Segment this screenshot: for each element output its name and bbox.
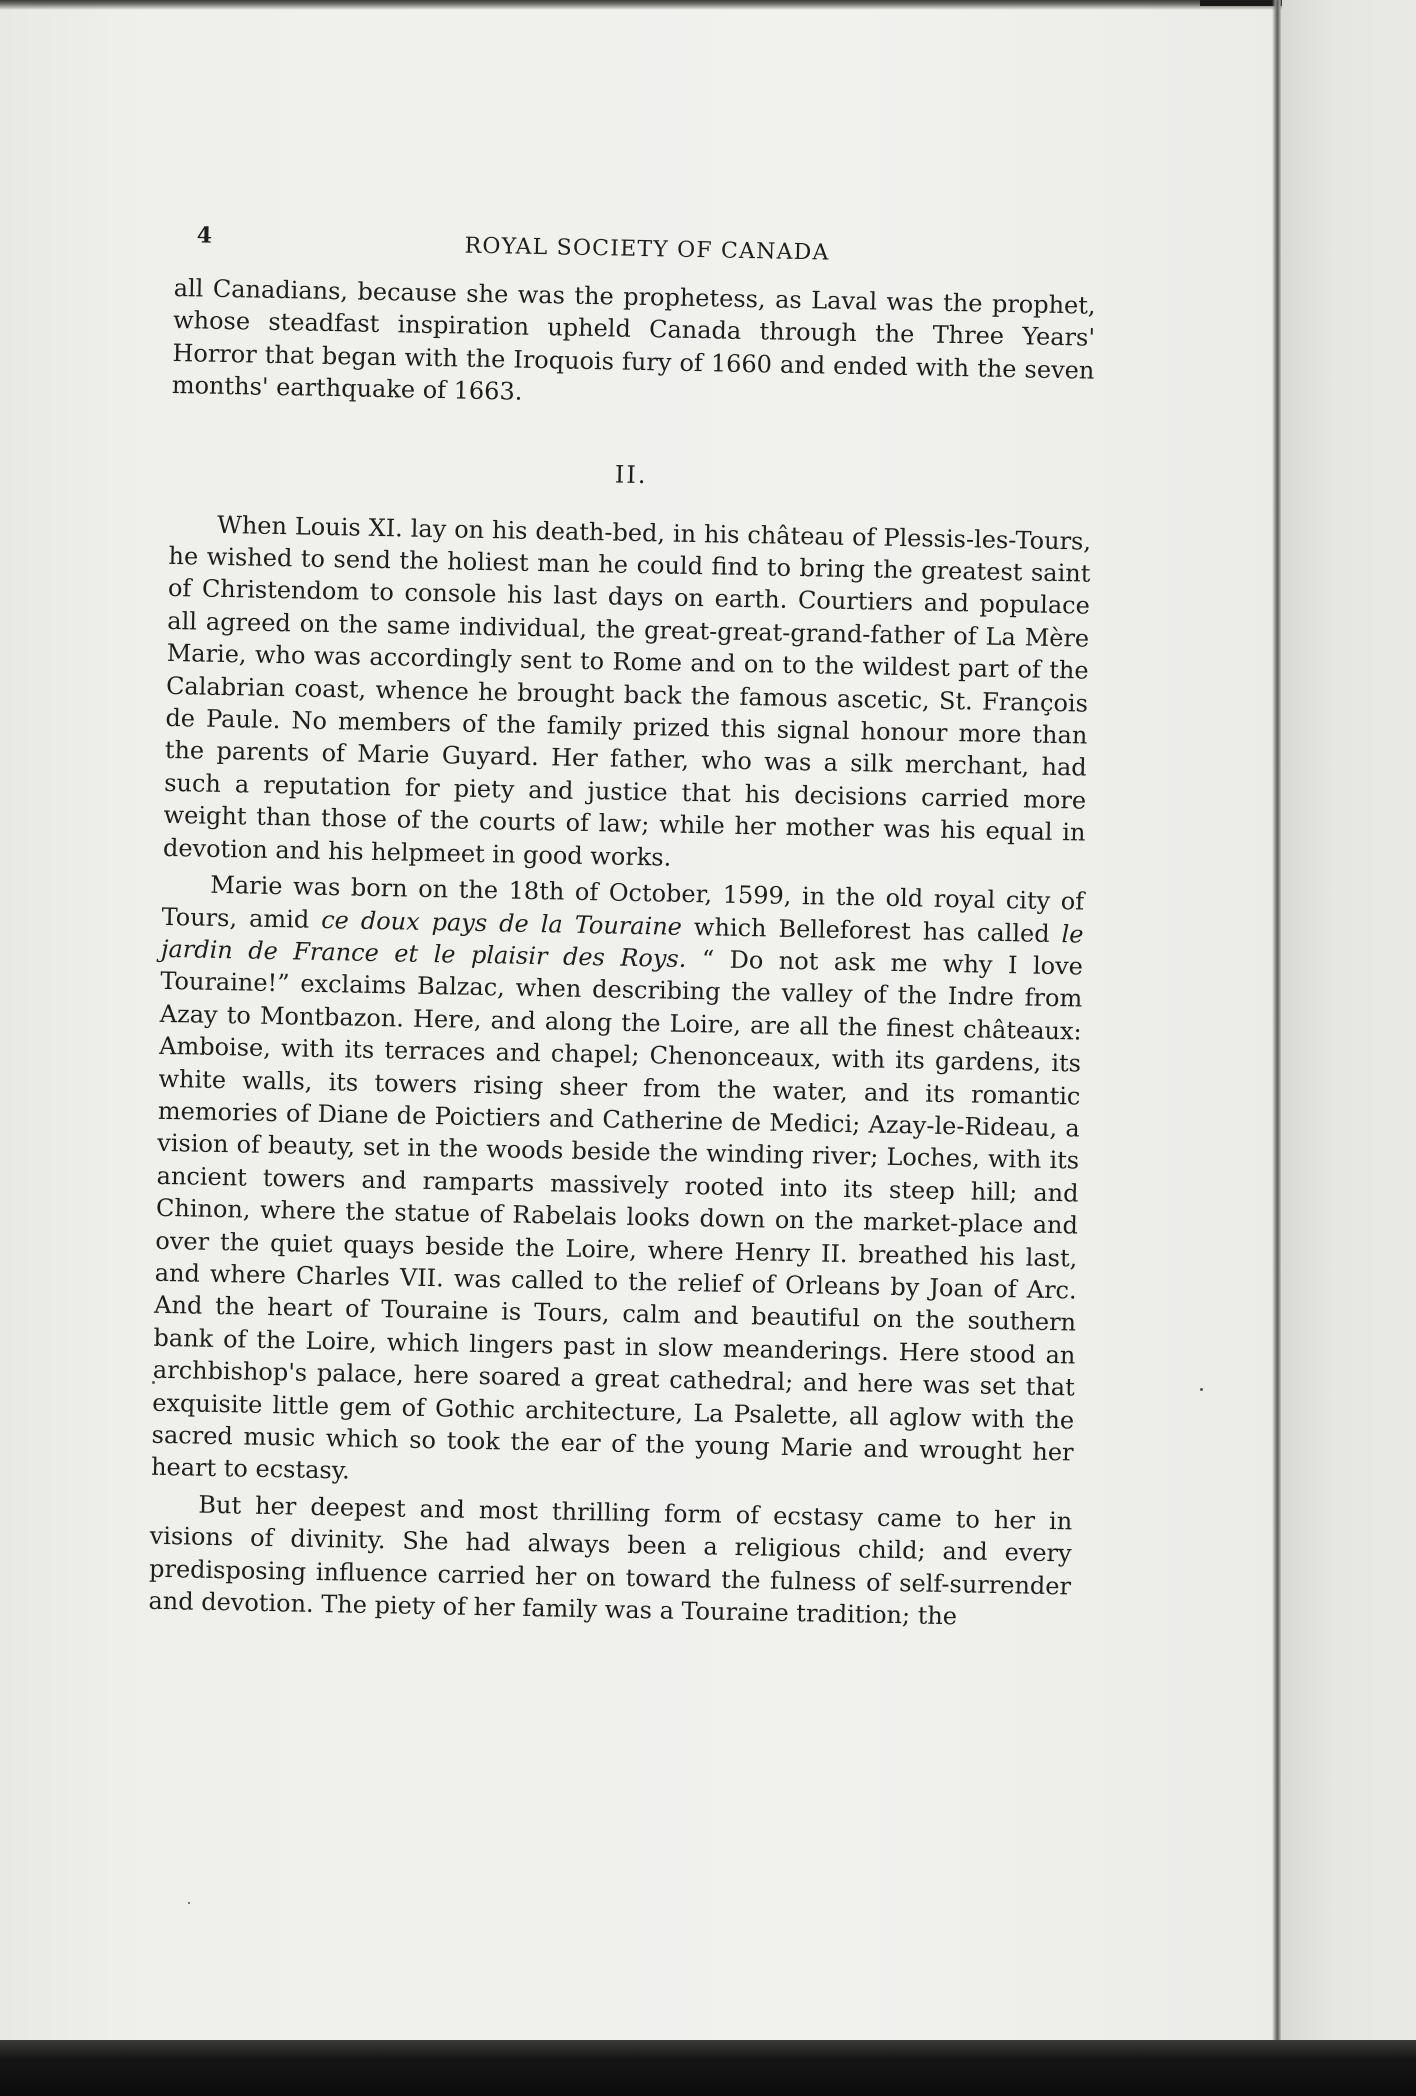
paragraph-ecstasy: But her deepest and most thrilling form of ecstasy came to her in visions of divinity. She had always been a religious child; and every predisposing influence carried her on toward the fulness of self-surrender and devotion. The piety of her family was a Touraine tradition; the [148, 1490, 1073, 1631]
page-fold-line [1272, 0, 1282, 2040]
adjacent-page-edge [1282, 0, 1416, 2040]
scan-speck [188, 1902, 190, 1904]
italic-phrase: le jardin de France et le plaisir des Roys. [160, 919, 1084, 973]
paragraph-touraine [151, 868, 1085, 1501]
page-content [148, 222, 1097, 1635]
italic-phrase: ce doux pays de la Touraine [320, 905, 683, 941]
page-number: 4 [196, 222, 214, 249]
running-title: ROYAL SOCIETY OF CANADA [464, 233, 830, 266]
paragraph-text: which Belleforest has called [681, 912, 1062, 948]
section-heading: II. [614, 460, 648, 489]
paragraph-text: “ Do not ask me why I love Touraine!” exclaims Balzac, when describing the valley of the Indre from Azay to Montbazon. Here, and along the Loire, are all the finest châteaux: Amboise, with its terraces and chapel; Chenonceaux, with its gardens, its white walls, its towers rising sheer from the water, and its romantic memories of Diane de Poictiers and Catherine de Medici; Azay-le-Rideau, a vision of beauty, set in the woods beside the winding river; Loches, with its ancient towers and ramparts massively rooted into its steep hill; and Chinon, where the statue of Rabelais looks down on the market-place and over the quiet quays beside the Loire, where Henry II. breathed his last, and where Charles VII. was called to the relief of Orleans by Joan of Arc. And the heart of Touraine is Tours, calm and beautiful on the southern bank of the Loire, which lingers past in slow meanderings. Here stood an archbishop's palace, here soared a great cathedral; and here was set that exquisite little gem of Gothic architecture, La Psalette, all aglow with the sacred music which so took the ear of the young Marie and wrought her heart to ecstasy. [150, 944, 1084, 1485]
scan-speck [1200, 1388, 1203, 1391]
paragraph-louis-xi: When Louis XI. lay on his death-bed, in his château of Plessis-les-Tours, he wished to send the holiest man he could find to bring the greatest saint of Christendom to console his last days on earth. Courtiers and populace all agreed on the same individual, the great-great-grand-father of La Mère Marie, who was accordingly sent to Rome and on to the wildest part of the Calabrian coast, whence he brought back the famous ascetic, St. François de Paule. No members of the family prized this signal honour more than the parents of Marie Guyard. Her father, who was a silk merchant, had such a reputation for piety and justice that his decisions carried more weight than those of the courts of law; while her mother was his equal in devotion and his helpmeet in good works. [162, 510, 1092, 872]
intro-paragraph: all Canadians, because she was the prophetess, as Laval was the prophet, whose steadfast inspiration upheld Canada through the Three Years' Horror that began with the Iroquois fury of 1660 and ended with the seven months' earthquake of 1663. [171, 273, 1096, 406]
paragraph-text: Marie was born on the 18th of October, 1599, in the old royal city of Tours, amid [161, 870, 1085, 934]
bottom-scan-border [0, 2040, 1416, 2096]
page-header [174, 222, 1097, 280]
